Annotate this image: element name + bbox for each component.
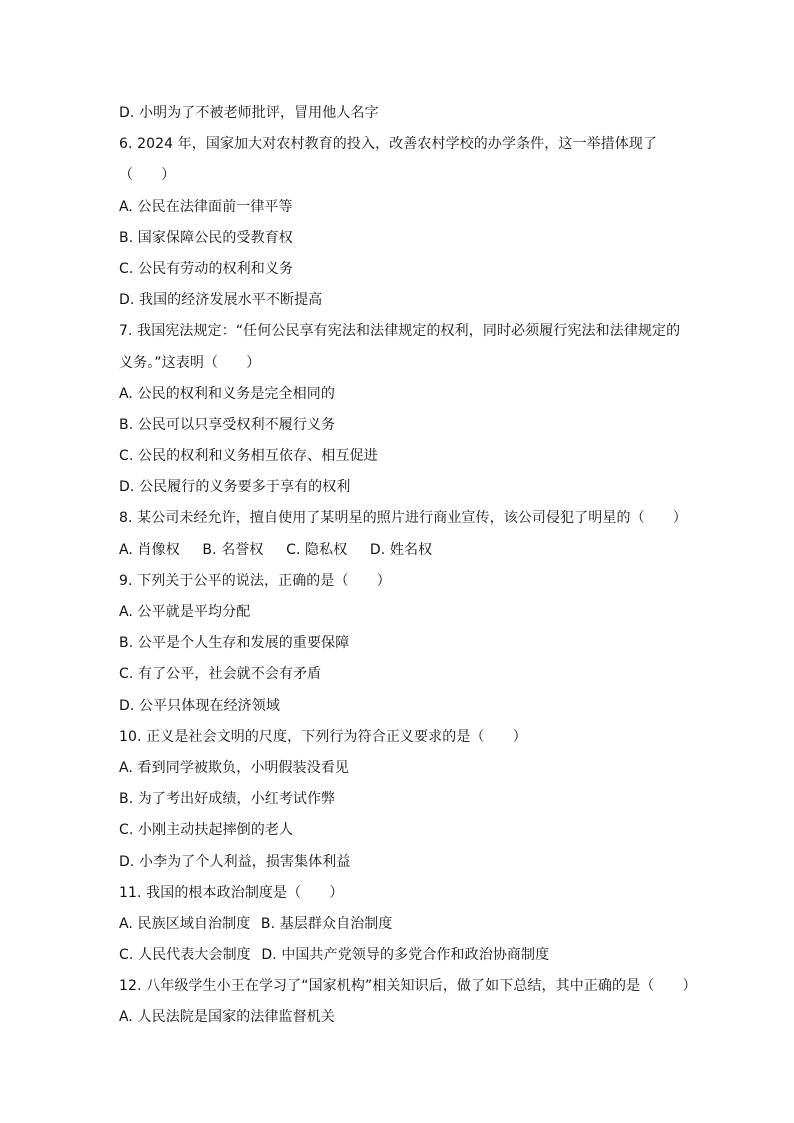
- q10-option-d: D. 小李为了个人利益，损害集体利益: [119, 853, 351, 870]
- q5-option-d: D. 小明为了不被老师批评，冒用他人名字: [119, 105, 379, 121]
- q9-stem: 9. 下列关于公平的说法，正确的是（ ）: [119, 572, 391, 589]
- q6-option-a: A. 公民在法律面前一律平等: [119, 198, 293, 215]
- q7-option-a: A. 公民的权利和义务是完全相同的: [119, 385, 335, 402]
- q10-stem: 10. 正义是社会文明的尺度，下列行为符合正义要求的是（ ）: [119, 728, 527, 745]
- q10-option-c: C. 小刚主动扶起摔倒的老人: [119, 822, 294, 839]
- q8-option-b: B. 名誉权: [202, 541, 264, 558]
- q11-options-row1: [119, 909, 724, 940]
- q8-stem: 8. 某公司未经允许，擅自使用了某明星的照片进行商业宣传，该公司侵犯了明星的（ ）: [119, 510, 688, 527]
- q12-stem: 12. 八年级学生小王在学习了“国家机构”相关知识后，做了如下总结，其中正确的是（ ）: [119, 978, 697, 995]
- q6-stem-line1: 6. 2024 年，国家加大对农村教育的投入，改善农村学校的办学条件，这一举措体现了: [119, 136, 658, 153]
- q10-option-b: B. 为了考出好成绩，小红考试作弊: [119, 791, 336, 808]
- q7-option-c: C. 公民的权利和义务相互依存、相互促进: [119, 448, 378, 465]
- q11-options-row2: [119, 940, 724, 971]
- q12-option-a: A. 人民法院是国家的法律监督机关: [119, 1009, 335, 1026]
- q8-options-row: [119, 535, 724, 566]
- q6-option-c: C. 公民有劳动的权利和义务: [119, 260, 294, 277]
- q6-option-b: B. 国家保障公民的受教育权: [119, 229, 293, 246]
- q11-option-a: A. 民族区域自治制度: [119, 915, 251, 932]
- q9-option-d: D. 公平只体现在经济领域: [119, 697, 280, 714]
- q10-option-a: A. 看到同学被欺负，小明假装没看见: [119, 759, 350, 776]
- q11-stem: 11. 我国的根本政治制度是（ ）: [119, 884, 344, 901]
- q7-stem-line1: 7. 我国宪法规定：“任何公民享有宪法和法律规定的权利，同时必须履行宪法和法律规定的: [119, 323, 681, 340]
- q7-option-d: D. 公民履行的义务要多于享有的权利: [119, 479, 351, 496]
- q8-option-d: D. 姓名权: [369, 541, 433, 558]
- q8-option-c: C. 隐私权: [286, 541, 348, 558]
- q11-option-c: C. 人民代表大会制度: [119, 947, 251, 964]
- q6-option-d: D. 我国的经济发展水平不断提高: [119, 292, 323, 309]
- q11-option-b: B. 基层群众自治制度: [260, 915, 393, 932]
- q7-option-b: B. 公民可以只享受权利不履行义务: [119, 416, 336, 433]
- q6-stem-line2: （ ）: [119, 167, 176, 184]
- q9-option-b: B. 公平是个人生存和发展的重要保障: [119, 635, 350, 652]
- q9-option-c: C. 有了公平，社会就不会有矛盾: [119, 666, 322, 683]
- q8-option-a: A. 肖像权: [119, 541, 180, 558]
- q7-stem-line2: 义务。”这表明（ ）: [119, 354, 261, 371]
- q9-option-a: A. 公平就是平均分配: [119, 604, 251, 620]
- q11-option-d: D. 中国共产党领导的多党合作和政治协商制度: [261, 947, 550, 964]
